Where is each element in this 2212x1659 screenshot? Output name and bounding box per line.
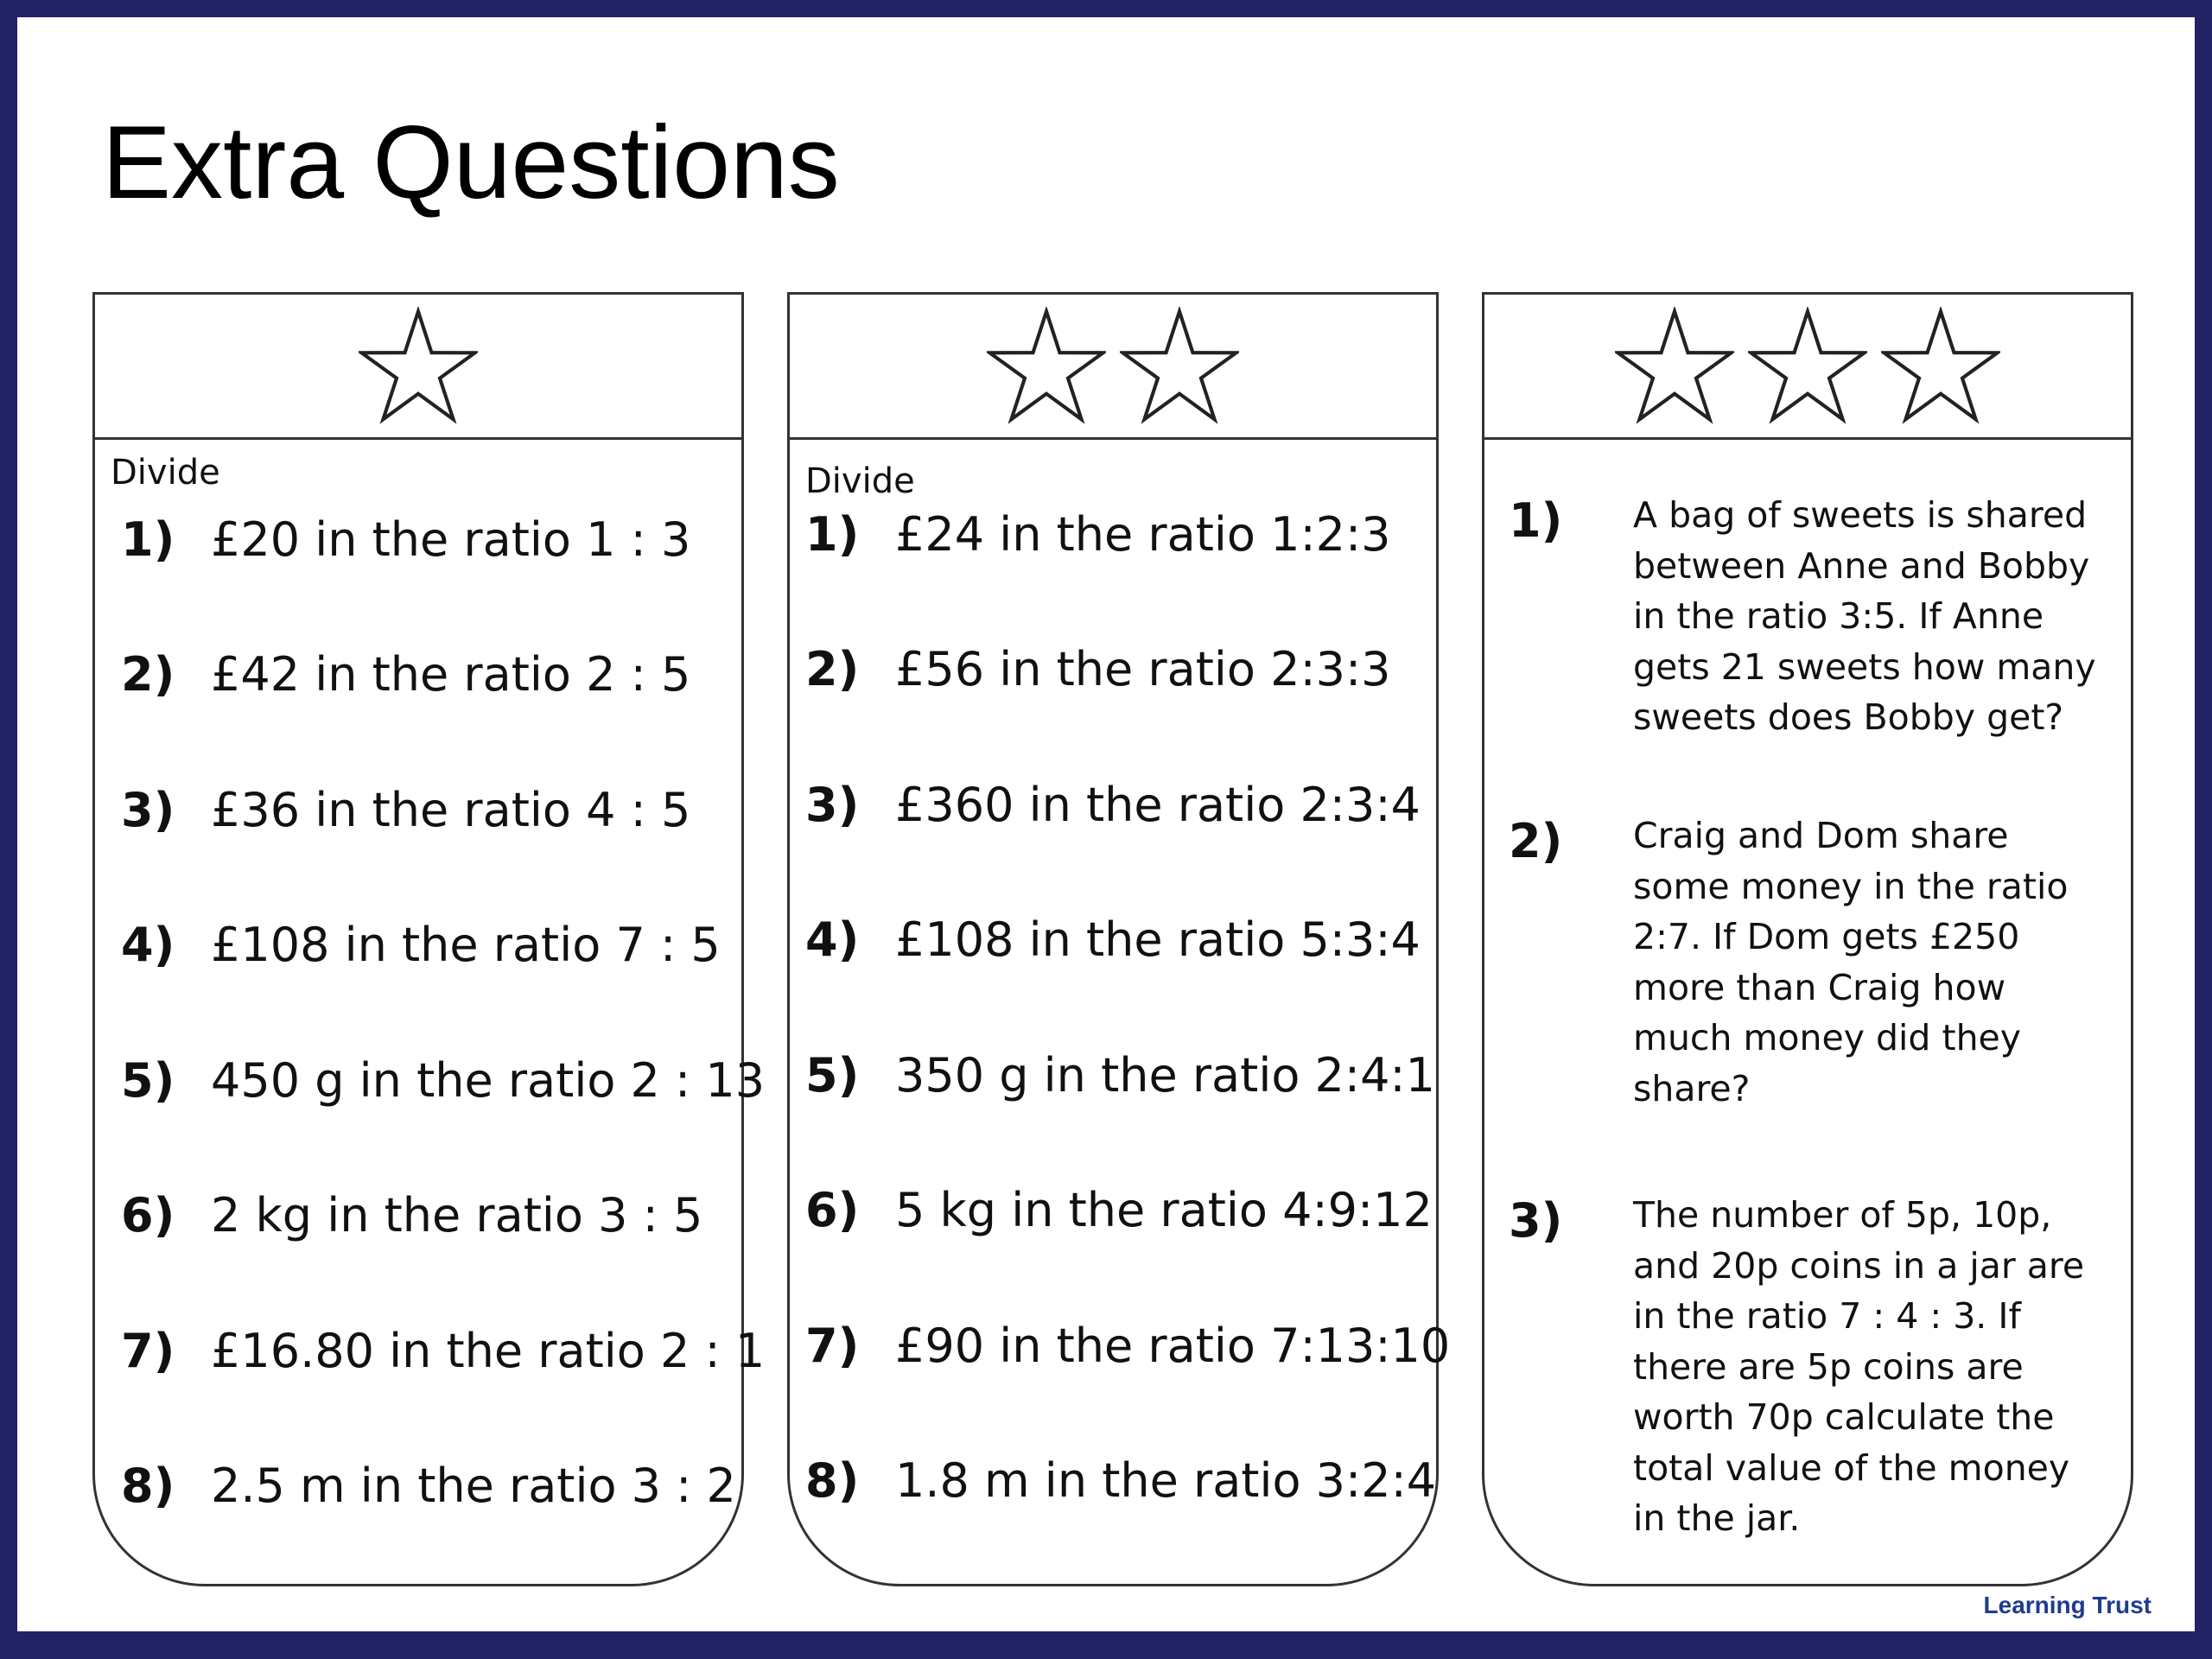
slide [17,17,2195,1631]
word-question [1509,490,2105,743]
word-question [1509,1190,2105,1544]
question-number: 1) [121,512,175,567]
question-text: £56 in the ratio 2:3:3 [895,642,1391,696]
question-item [805,771,1427,840]
star-icon [1615,307,1734,426]
question-number: 3) [1509,1193,1563,1248]
question-text: £42 in the ratio 2 : 5 [211,647,691,702]
star-icon [1748,307,1867,426]
question-number: 1) [1509,493,1563,548]
question-text: The number of 5p, 10p, and 20p coins in a jar are in the ratio 7 : 4 : 3. If there are 5p coins are worth 70p calculate the total value of the money in the jar. [1633,1194,2085,1539]
question-item [805,1041,1435,1110]
question-item [121,640,733,709]
footer-logo-text: Learning Trust [1983,1592,2152,1618]
question-item [121,1317,766,1386]
question-text: 5 kg in the ratio 4:9:12 [895,1183,1433,1237]
star-icon [1881,307,2000,426]
question-text: A bag of sweets is shared between Anne and Bobby in the ratio 3:5. If Anne gets 21 sweets how many sweets does Bobby get? [1633,494,2096,738]
card-two-stars [787,292,1451,1586]
question-item [805,906,1427,975]
star-icon [359,307,478,426]
question-item [121,1452,736,1521]
question-text: £20 in the ratio 1 : 3 [211,512,691,567]
star-icon [987,307,1106,426]
question-number: 7) [121,1324,175,1378]
question-number: 2) [805,642,860,696]
question-item [121,1046,766,1116]
question-number: 2) [121,647,175,702]
question-item [805,1176,1433,1245]
question-text: £36 in the ratio 4 : 5 [211,783,691,837]
question-text: £16.80 in the ratio 2 : 1 [211,1324,766,1378]
section-label: Divide [805,461,915,501]
question-text: 2.5 m in the ratio 3 : 2 [211,1459,736,1513]
question-text: 450 g in the ratio 2 : 13 [211,1053,766,1108]
question-number: 6) [805,1183,860,1237]
question-number: 4) [121,918,175,972]
question-number: 6) [121,1188,175,1243]
question-number: 2) [1509,814,1563,868]
word-question [1509,810,2105,1114]
question-text: 2 kg in the ratio 3 : 5 [211,1188,703,1243]
question-number: 1) [805,507,860,562]
question-text: £360 in the ratio 2:3:4 [895,778,1421,832]
card-header [1484,295,2131,440]
question-number: 3) [121,783,175,837]
question-item [805,1446,1437,1516]
card-header [790,295,1436,440]
question-item [121,776,733,845]
page-title: Extra Questions [102,105,840,220]
card-one-star [92,292,766,1586]
question-item [121,1181,733,1250]
question-number: 7) [805,1319,860,1373]
question-text: 350 g in the ratio 2:4:1 [895,1048,1435,1103]
question-item [805,1312,1451,1381]
question-text: £24 in the ratio 1:2:3 [895,507,1391,562]
question-text: 1.8 m in the ratio 3:2:4 [895,1453,1437,1508]
question-number: 8) [805,1453,860,1508]
question-item [121,911,733,980]
question-number: 5) [121,1053,175,1108]
question-number: 5) [805,1048,860,1103]
star-icon [1120,307,1239,426]
card-three-stars [1482,292,2133,1586]
question-text: £90 in the ratio 7:13:10 [895,1319,1451,1373]
question-item [121,505,733,575]
question-item [805,635,1427,704]
question-number: 8) [121,1459,175,1513]
question-number: 4) [805,912,860,967]
question-number: 3) [805,778,860,832]
section-label: Divide [111,453,220,493]
question-text: £108 in the ratio 5:3:4 [895,912,1421,967]
question-text: £108 in the ratio 7 : 5 [211,918,721,972]
question-text: Craig and Dom share some money in the ratio 2:7. If Dom gets £250 more than Craig how much money did they share? [1633,815,2069,1109]
question-item [805,500,1427,569]
card-header [95,295,741,440]
